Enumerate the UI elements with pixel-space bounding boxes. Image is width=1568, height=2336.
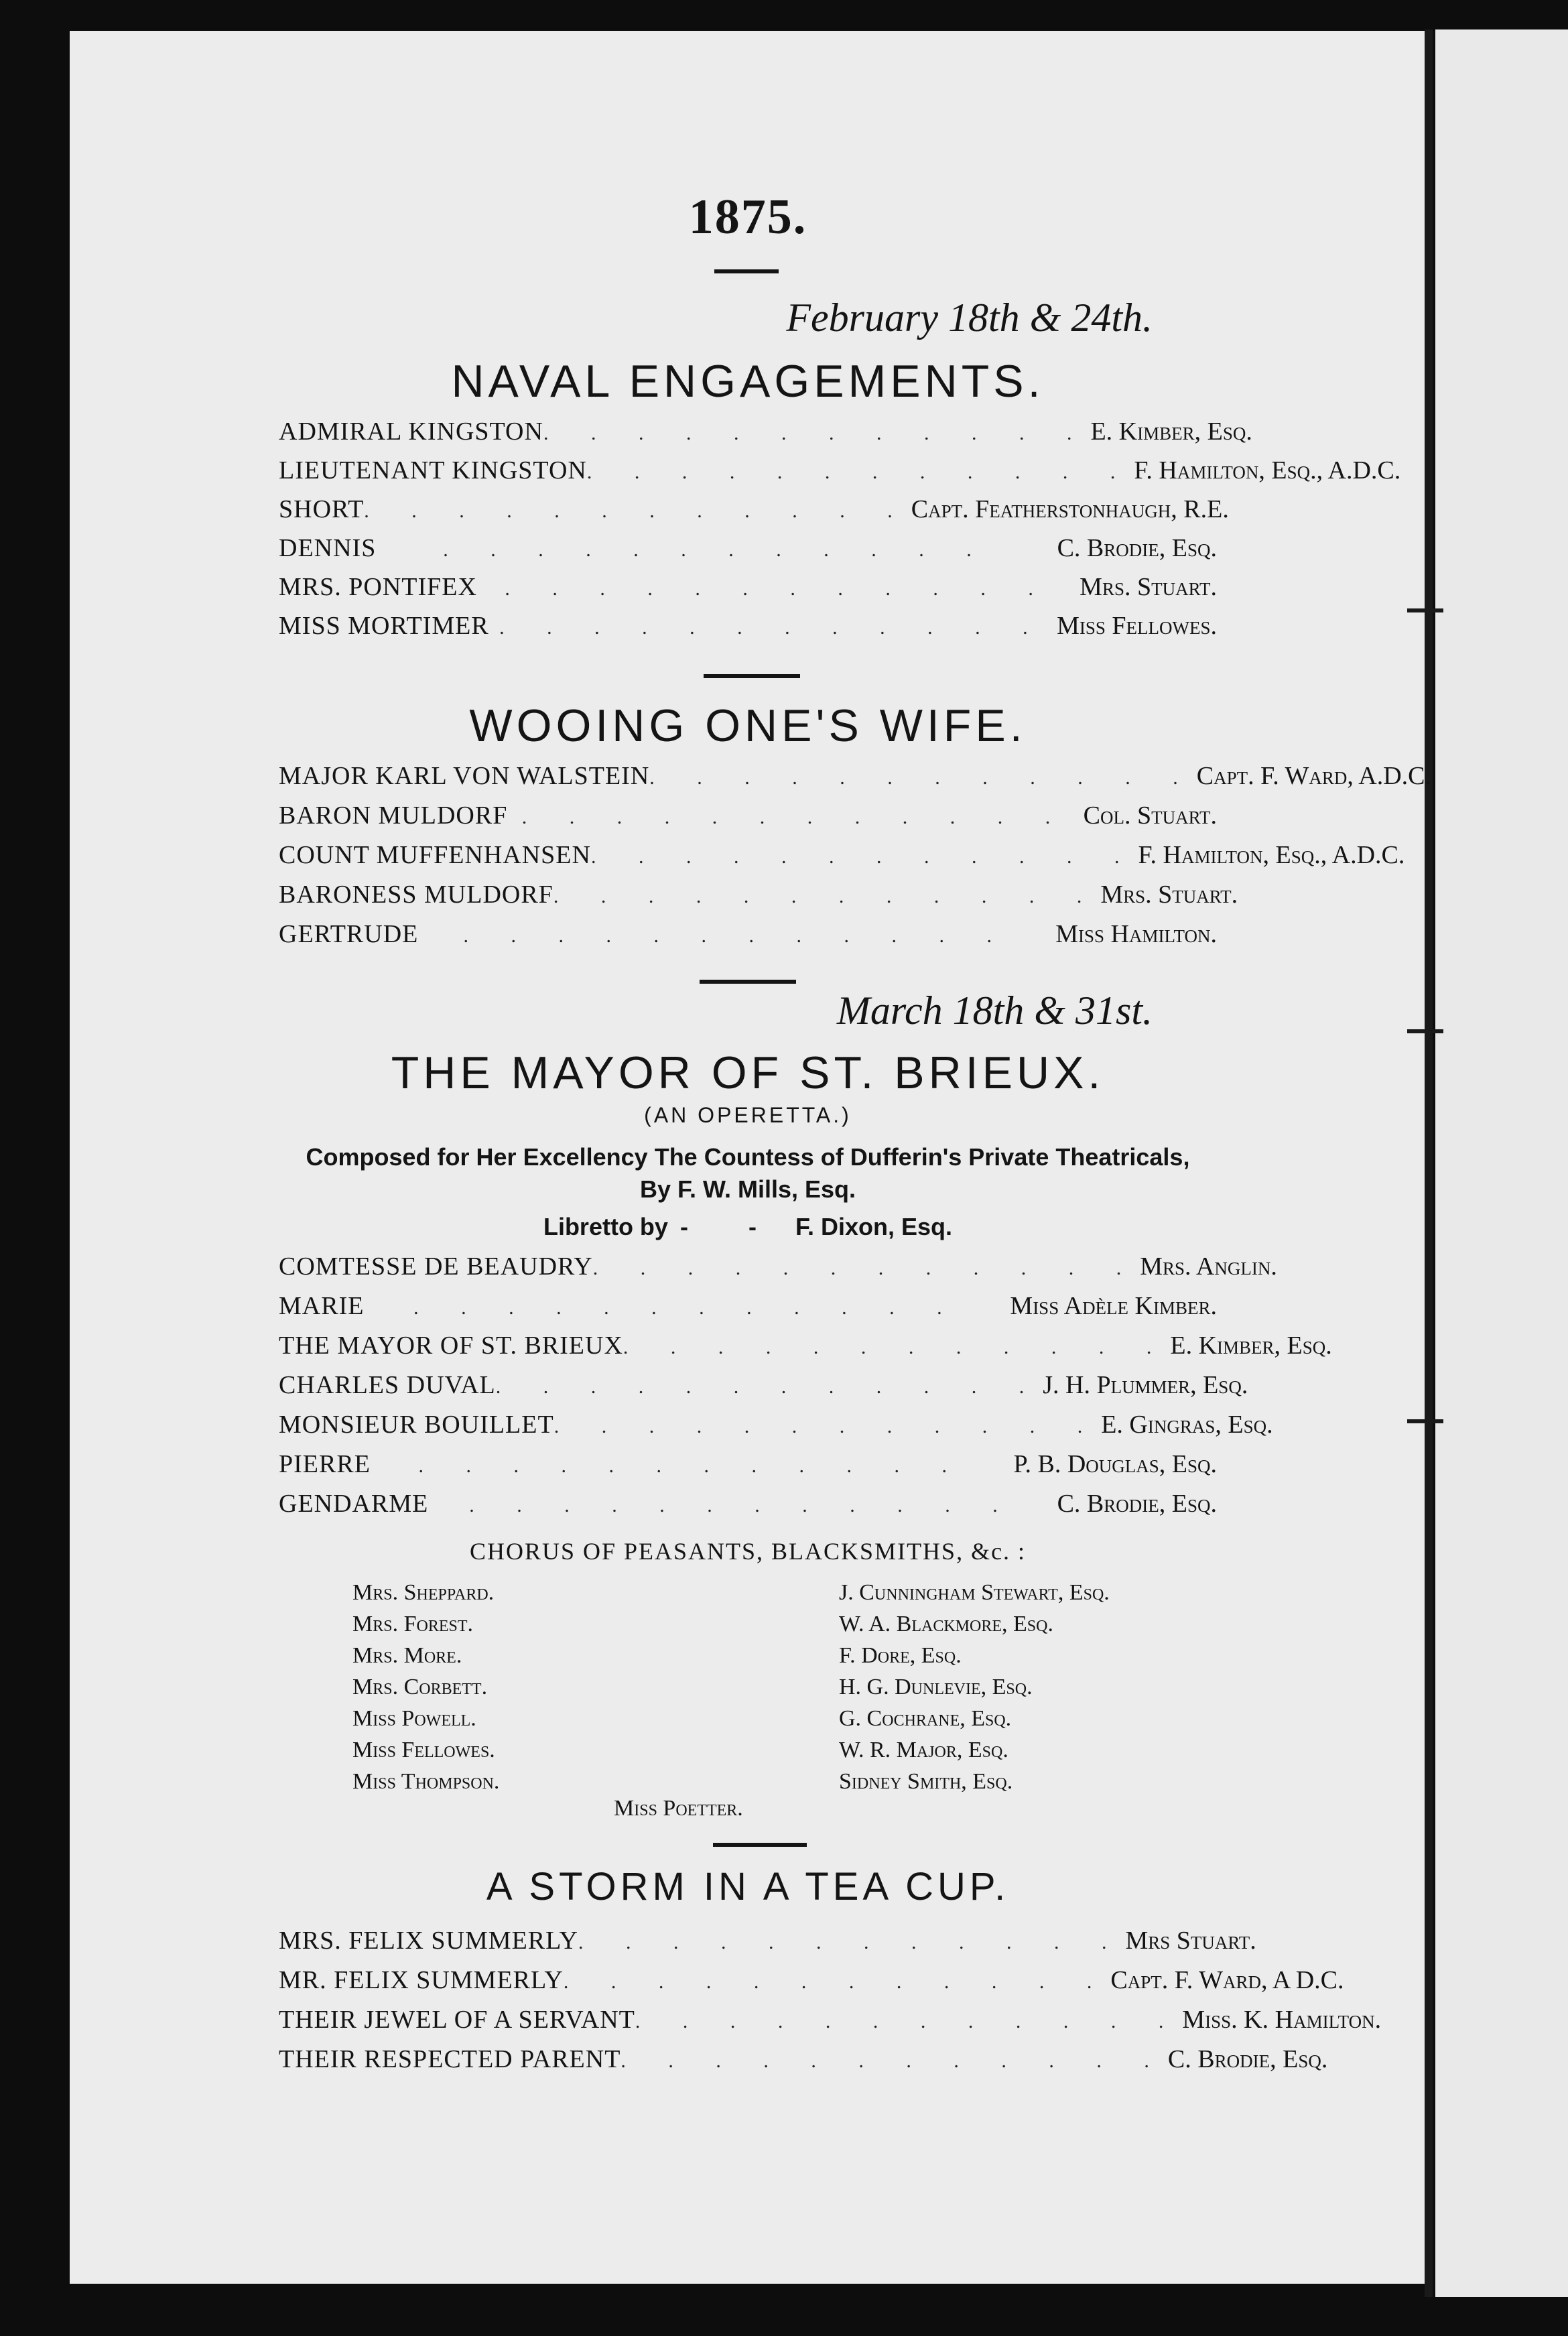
play-title: WOOING ONE'S WIFE. [469, 700, 1027, 751]
cast-row [279, 1449, 1217, 1483]
cast-row [279, 1331, 1332, 1364]
actor-name: E. Kimber, Esq. [1170, 1332, 1332, 1360]
chorus-member: G. Cochrane, Esq. [839, 1706, 1012, 1731]
chorus-member: H. G. Dunlevie, Esq. [839, 1675, 1033, 1699]
actor-name: Col. Stuart. [1083, 801, 1217, 830]
actor-name: Miss. K. Hamilton. [1182, 2006, 1382, 2034]
program-year: 1875. [688, 190, 807, 245]
leader-dots: . . . . . . . . . . . . [578, 1931, 1126, 1953]
leader-dots: . . . . . . . . . . . . [592, 1257, 1140, 1279]
leader-dots: . . . . . . . . . . . . [521, 806, 1069, 828]
cast-row [279, 1489, 1217, 1522]
actor-name: C. Brodie, Esq. [1057, 534, 1217, 562]
play-subtitle: (AN OPERETTA.) [644, 1103, 852, 1127]
leader-dots: . . . . . . . . . . . . [635, 2010, 1183, 2032]
cast-row [279, 572, 1217, 606]
role-name: ADMIRAL KINGSTON [279, 417, 543, 446]
leader-dots: . . . . . . . . . . . . [649, 767, 1197, 789]
role-name: SHORT [279, 495, 365, 523]
actor-name: Mrs. Stuart. [1080, 573, 1217, 601]
chorus-member: Miss Powell. [352, 1706, 476, 1731]
leader-dots: . . . . . . . . . . . . [543, 422, 1091, 444]
role-name: GERTRUDE [279, 920, 419, 948]
role-name: THEIR JEWEL OF A SERVANT [279, 2006, 635, 2034]
play-title: THE MAYOR OF ST. BRIEUX. [391, 1047, 1105, 1098]
cast-row [279, 1410, 1273, 1443]
role-name: MONSIEUR BOUILLET [279, 1411, 554, 1439]
leader-dots: . . . . . . . . . . . . [590, 846, 1138, 868]
leader-dots: . . . . . . . . . . . . [418, 1455, 966, 1477]
cast-row [279, 880, 1238, 913]
chorus-member: Sidney Smith, Esq. [839, 1769, 1013, 1794]
divider [714, 269, 779, 273]
actor-name: Capt. F. Ward, A.D.C. [1196, 762, 1432, 790]
libretto-dots: - - [679, 1213, 783, 1240]
role-name: PIERRE [279, 1450, 371, 1478]
cast-row [279, 1965, 1344, 1999]
chorus-member: W. A. Blackmore, Esq. [839, 1612, 1053, 1636]
leader-dots: . . . . . . . . . . . . [463, 925, 1011, 947]
actor-name: Capt. Featherstonhaugh, R.E. [911, 495, 1229, 523]
actor-name: F. Hamilton, Esq., A.D.C. [1138, 841, 1405, 869]
cast-row [279, 801, 1217, 834]
play-title: A STORM IN A TEA CUP. [486, 1865, 1010, 1908]
chorus-member: Mrs. More. [352, 1643, 462, 1668]
leader-dots: . . . . . . . . . . . . [620, 2050, 1168, 2072]
role-name: MR. FELIX SUMMERLY [279, 1966, 564, 1994]
binding-stitch [1407, 1419, 1443, 1423]
actor-name: J. H. Plummer, Esq. [1043, 1371, 1248, 1399]
divider [700, 980, 796, 984]
cast-row [279, 761, 1432, 795]
leader-dots: . . . . . . . . . . . . [443, 539, 990, 561]
leader-dots: . . . . . . . . . . . . [553, 1415, 1102, 1437]
role-name: THEIR RESPECTED PARENT [279, 2045, 621, 2073]
libretto-label: Libretto by [543, 1213, 668, 1240]
role-name: MARIE [279, 1292, 365, 1320]
leader-dots: . . . . . . . . . . . . [586, 461, 1134, 483]
libretto-author: F. Dixon, Esq. [795, 1213, 953, 1240]
leader-dots: . . . . . . . . . . . . [495, 1376, 1043, 1398]
leader-dots: . . . . . . . . . . . . [563, 1971, 1111, 1993]
chorus-member: Mrs. Sheppard. [352, 1580, 495, 1605]
binding-stitch [1407, 1029, 1443, 1033]
actor-name: C. Brodie, Esq. [1057, 1490, 1217, 1518]
cast-row [279, 2045, 1328, 2078]
cast-row [279, 1291, 1217, 1325]
actor-name: E. Gingras, Esq. [1101, 1411, 1273, 1439]
actor-name: Mrs. Stuart. [1100, 881, 1238, 909]
role-name: MRS. PONTIFEX [279, 573, 477, 601]
actor-name: F. Hamilton, Esq., A.D.C. [1134, 456, 1401, 484]
binding-stitch [1407, 608, 1443, 612]
chorus-member: W. R. Major, Esq. [839, 1738, 1008, 1762]
cast-row [279, 533, 1217, 567]
performance-date: February 18th & 24th. [786, 296, 1153, 340]
chorus-member: Mrs. Forest. [352, 1612, 474, 1636]
role-name: BARONESS MULDORF [279, 881, 553, 909]
actor-name: Mrs. Anglin. [1140, 1252, 1277, 1281]
actor-name: E. Kimber, Esq. [1090, 417, 1252, 446]
role-name: BARON MULDORF [279, 801, 508, 830]
cast-row [279, 1926, 1256, 1959]
actor-name: Miss Hamilton. [1055, 920, 1217, 948]
actor-name: Miss Fellowes. [1057, 612, 1217, 640]
role-name: CHARLES DUVAL [279, 1371, 496, 1399]
role-name: DENNIS [279, 534, 377, 562]
chorus-heading: CHORUS OF PEASANTS, BLACKSMITHS, &c. : [469, 1538, 1027, 1565]
composer-credit: By F. W. Mills, Esq. [639, 1175, 856, 1203]
chorus-member: F. Dore, Esq. [839, 1643, 962, 1668]
chorus-member: Miss Poetter. [614, 1796, 743, 1821]
play-title: NAVAL ENGAGEMENTS. [451, 356, 1045, 407]
chorus-member: Mrs. Corbett. [352, 1675, 488, 1699]
chorus-member: Miss Thompson. [352, 1769, 500, 1794]
cast-row [279, 919, 1217, 953]
leader-dots: . . . . . . . . . . . . [364, 500, 911, 522]
cast-row [279, 495, 1229, 528]
role-name: MRS. FELIX SUMMERLY [279, 1927, 578, 1955]
leader-dots: . . . . . . . . . . . . [553, 885, 1101, 907]
divider [704, 674, 800, 678]
cast-row [279, 1370, 1248, 1404]
cast-row [279, 456, 1401, 489]
leader-dots: . . . . . . . . . . . . [505, 578, 1052, 600]
performance-date: March 18th & 31st. [836, 988, 1153, 1033]
role-name: GENDARME [279, 1490, 429, 1518]
actor-name: Capt. F. Ward, A D.C. [1110, 1966, 1344, 1994]
actor-name: Mrs Stuart. [1125, 1927, 1256, 1955]
cast-row [279, 2005, 1382, 2038]
role-name: MISS MORTIMER [279, 612, 489, 640]
divider [713, 1843, 807, 1847]
cast-row [279, 1252, 1277, 1285]
cast-row [279, 611, 1217, 645]
composer-dedication: Composed for Her Excellency The Countess of Dufferin's Private Theatricals, [306, 1143, 1190, 1171]
leader-dots: . . . . . . . . . . . . [413, 1297, 961, 1319]
chorus-member: J. Cunningham Stewart, Esq. [839, 1580, 1110, 1605]
actor-name: P. B. Douglas, Esq. [1013, 1450, 1217, 1478]
leader-dots: . . . . . . . . . . . . [623, 1336, 1171, 1358]
role-name: THE MAYOR OF ST. BRIEUX [279, 1332, 623, 1360]
chorus-member: Miss Fellowes. [352, 1738, 495, 1762]
cast-row [279, 417, 1252, 450]
leader-dots: . . . . . . . . . . . . [469, 1494, 1017, 1516]
cast-row [279, 840, 1405, 874]
libretto-credit [279, 1213, 1217, 1241]
role-name: COMTESSE DE BEAUDRY [279, 1252, 593, 1281]
role-name: COUNT MUFFENHANSEN [279, 841, 591, 869]
role-name: MAJOR KARL VON WALSTEIN [279, 762, 650, 790]
role-name: LIEUTENANT KINGSTON [279, 456, 587, 484]
actor-name: C. Brodie, Esq. [1167, 2045, 1328, 2073]
adjacent-page-edge [1435, 29, 1568, 2297]
book-binding [1425, 29, 1433, 2297]
actor-name: Miss Adèle Kimber. [1010, 1292, 1217, 1320]
leader-dots: . . . . . . . . . . . . [499, 617, 1047, 639]
